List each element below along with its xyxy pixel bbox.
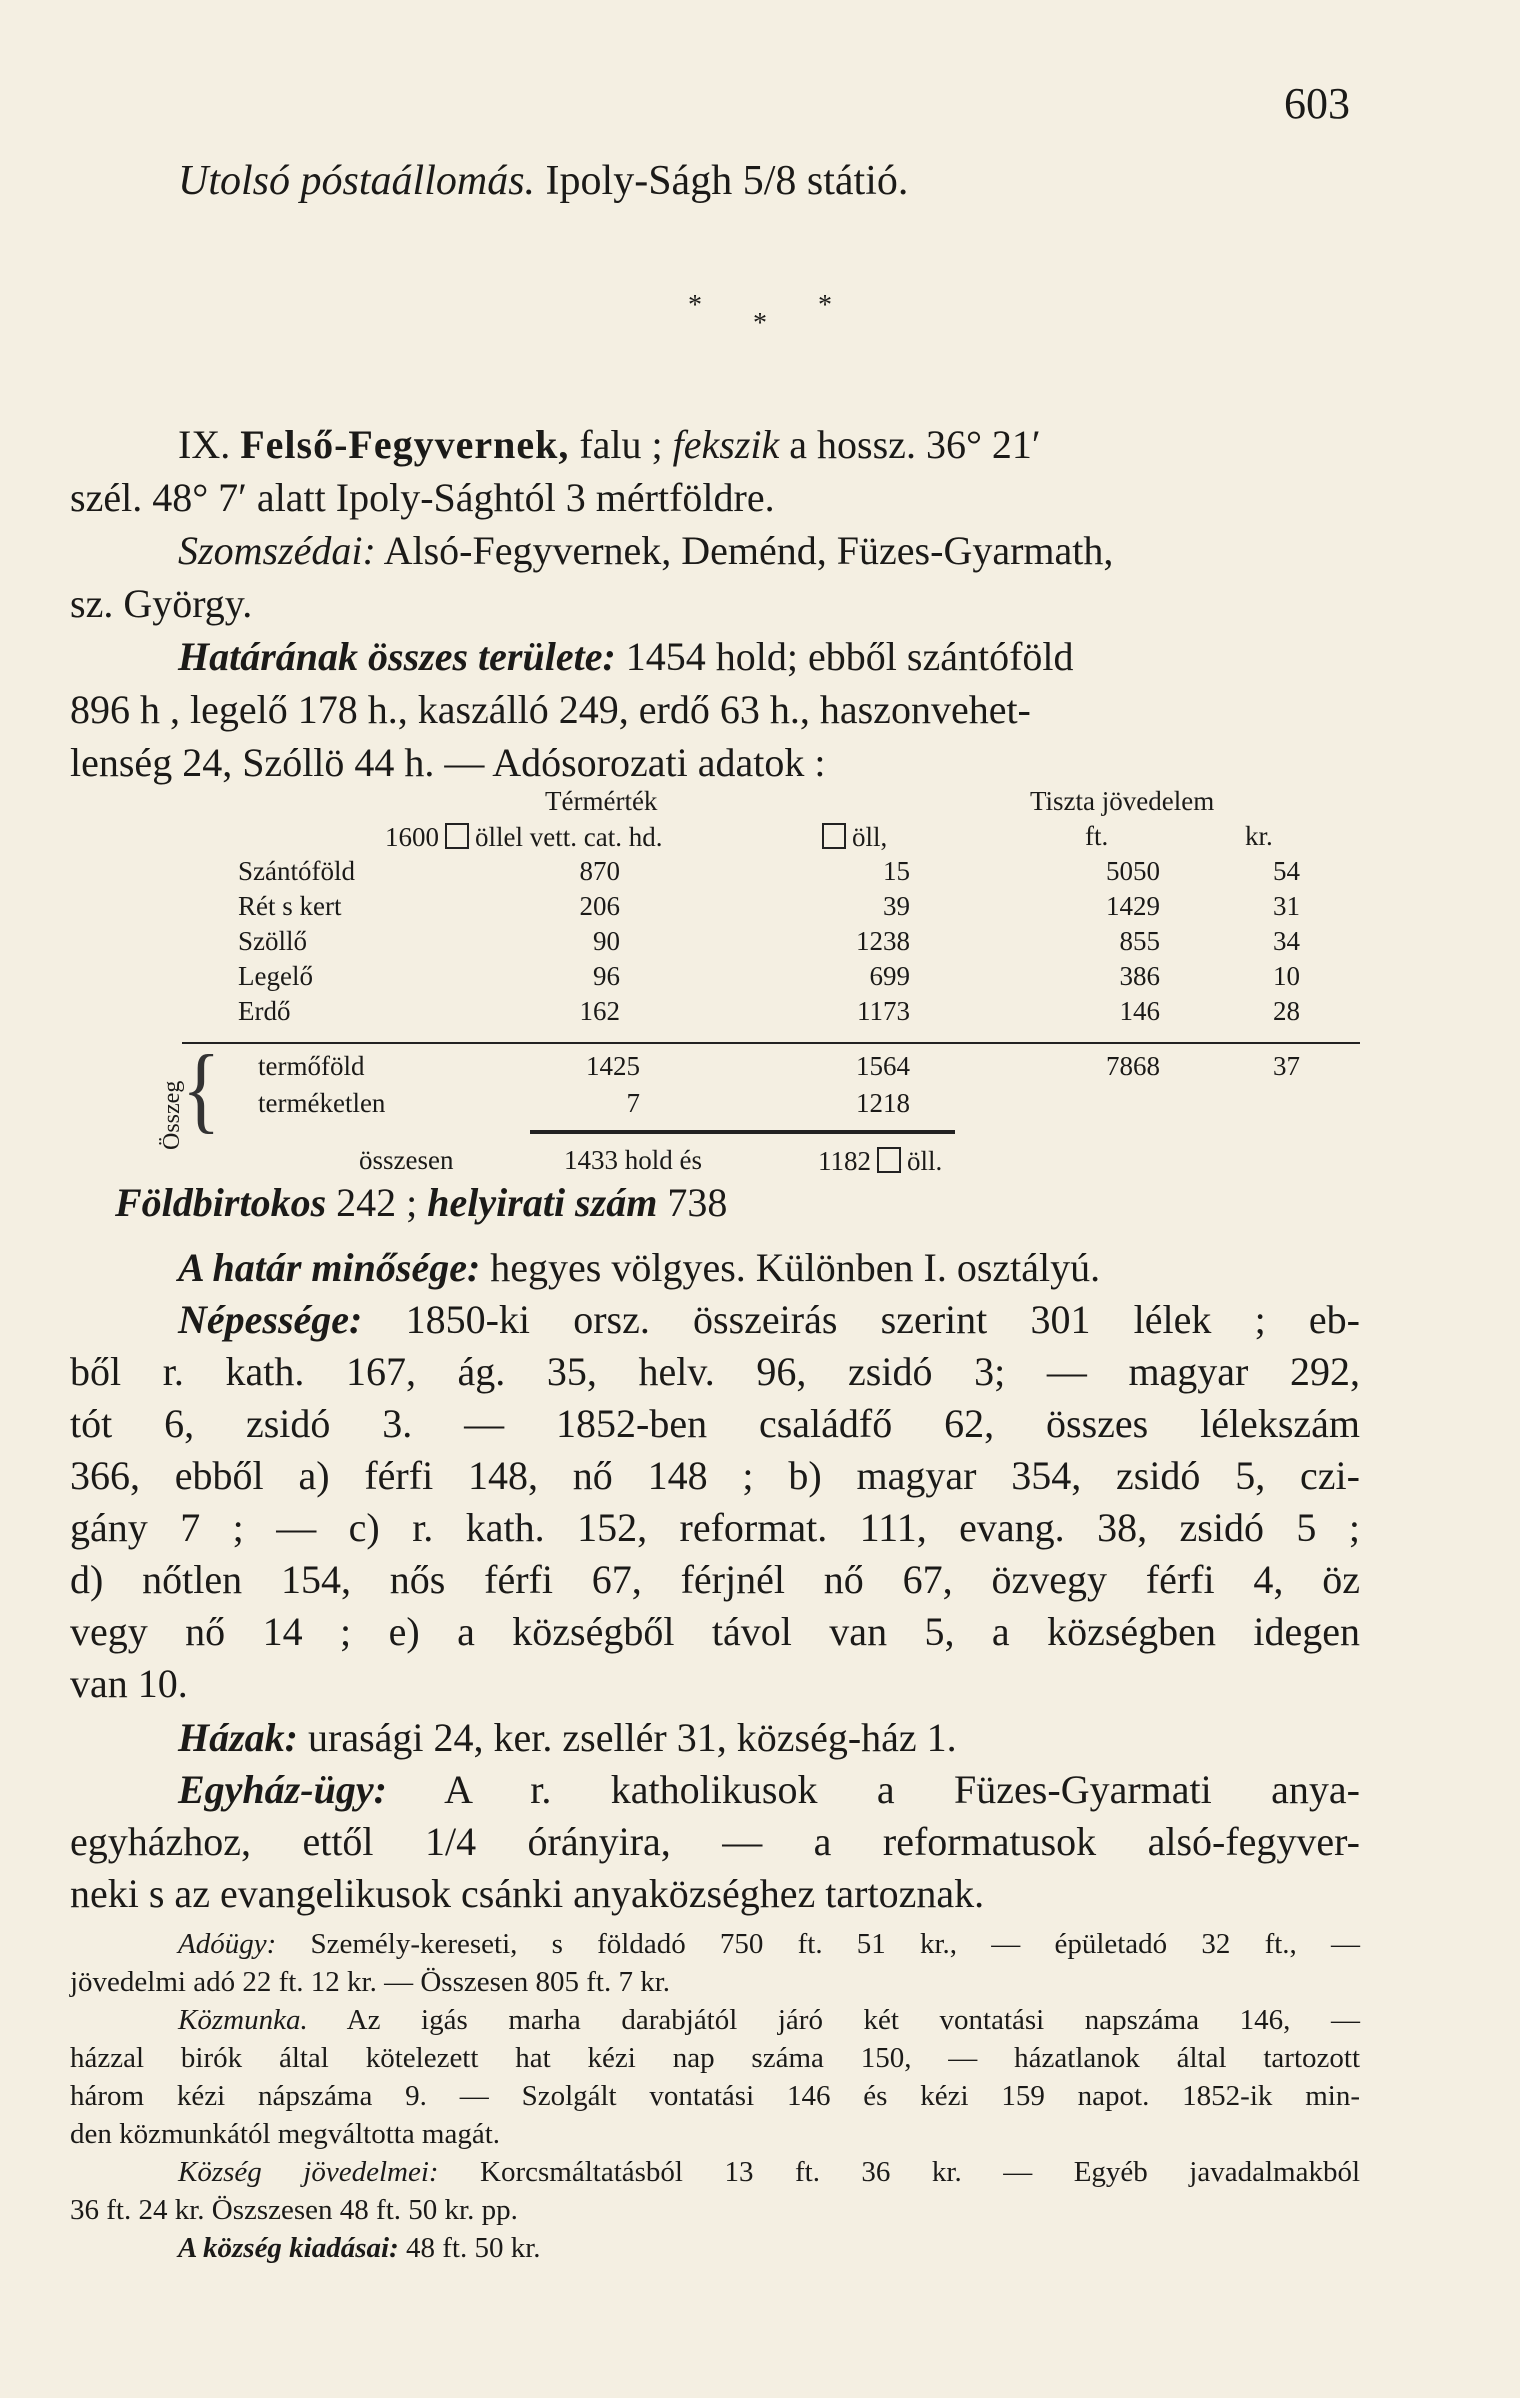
table-head-jovedelem: Tiszta jövedelem xyxy=(1030,786,1215,816)
church-label: Egyház-ügy: xyxy=(178,1767,387,1812)
table-cell-ft: 386 xyxy=(1119,961,1160,991)
table-cell-name: Legelő xyxy=(238,961,313,991)
star: * xyxy=(688,290,702,321)
income-line xyxy=(178,2158,1360,2187)
star: * xyxy=(753,308,767,339)
income-text: Korcsmáltatásból 13 ft. 36 kr. — Egyéb javadalmakból xyxy=(480,2156,1361,2188)
table-cell-hd: 96 xyxy=(593,961,620,991)
area-line xyxy=(178,634,1360,679)
expenses-label: A község kiadásai: xyxy=(178,2232,399,2264)
church-line xyxy=(178,1767,1361,1812)
table-head-row2 xyxy=(385,823,662,851)
table-cell-oll: 15 xyxy=(883,856,910,886)
text-line: van 10. xyxy=(70,1661,188,1706)
head-1600: 1600 xyxy=(385,822,439,852)
post-tail: státió. xyxy=(806,158,909,204)
table-cell-oll: 1238 xyxy=(856,926,910,956)
table-cell-kr: 31 xyxy=(1273,891,1300,921)
table-rule xyxy=(182,1042,1360,1044)
sum-cell-hd: 1425 xyxy=(586,1051,640,1081)
houses-label: Házak: xyxy=(178,1715,298,1760)
hsz-label: helyirati szám xyxy=(427,1180,658,1225)
table-cell-name: Szöllő xyxy=(238,926,308,956)
quality-label: A határ minősége: xyxy=(178,1245,481,1290)
church-text: A r. katholikusok a Füzes-Gyarmati anya- xyxy=(444,1767,1361,1812)
table-cell-ft: 855 xyxy=(1119,926,1160,956)
total-oll-value: 1182 xyxy=(818,1146,871,1176)
population-line xyxy=(178,1297,1360,1342)
text-line: d) nőtlen 154, nős férfi 67, férjnél nő 67, özvegy férfi 4, öz xyxy=(70,1557,1360,1602)
heading-italic: fekszik xyxy=(672,422,780,467)
sum-cell-name: terméketlen xyxy=(258,1088,386,1118)
section-stars xyxy=(0,290,1520,339)
neighbors-line xyxy=(178,528,1360,573)
table-cell-oll: 39 xyxy=(883,891,910,921)
text-line: neki s az evangelikusok csánki anyaközséghez tartoznak. xyxy=(70,1871,985,1916)
small-line: házzal birók által kötelezett hat kézi nap száma 150, — házatlanok által tartozott xyxy=(70,2042,1360,2074)
star: * xyxy=(818,290,832,321)
text-line: 896 h , legelő 178 h., kaszálló 249, erdő 63 h., haszonvehet- xyxy=(70,687,1031,732)
table-cell-hd: 90 xyxy=(593,926,620,956)
quality-text: hegyes völgyes. Különben I. osztályú. xyxy=(490,1245,1101,1290)
tax-line xyxy=(178,1930,1360,1959)
sum-cell-ft: 7868 xyxy=(1106,1051,1160,1081)
table-cell-name: Szántóföld xyxy=(238,856,355,886)
expenses-text: 48 ft. 50 kr. xyxy=(406,2232,541,2264)
table-cell-kr: 54 xyxy=(1273,856,1300,886)
heading-rest: falu ; xyxy=(579,422,663,467)
side-label: Összeg xyxy=(159,1080,185,1150)
total-hd: 1433 hold és xyxy=(564,1145,702,1175)
post-place: Ipoly-Ságh xyxy=(545,158,733,204)
income-label: Község jövedelmei: xyxy=(178,2156,439,2188)
head-oll-text: öll, xyxy=(852,822,888,852)
table-cell-name: Rét s kert xyxy=(238,891,342,921)
post-line xyxy=(178,160,1468,202)
neighbors-text: Alsó-Fegyvernek, Deménd, Füzes-Gyarmath, xyxy=(383,528,1114,573)
sum-cell-hd: 7 xyxy=(626,1088,640,1118)
total-oll xyxy=(818,1147,942,1175)
sum-rule xyxy=(530,1130,955,1134)
brace-symbol: { xyxy=(182,1037,221,1143)
small-line: den közmunkától megváltotta magát. xyxy=(70,2118,501,2150)
square-symbol xyxy=(822,823,846,849)
head-ft: ft. xyxy=(1085,821,1109,851)
fb-value: 242 ; xyxy=(336,1180,418,1225)
expenses-line xyxy=(178,2234,1360,2263)
text-line: 366, ebből a) férfi 148, nő 148 ; b) magyar 354, zsidó 5, czi- xyxy=(70,1453,1360,1498)
text-line: vegy nő 14 ; e) a községből távol van 5, a községben idegen xyxy=(70,1609,1360,1654)
table-cell-kr: 34 xyxy=(1273,926,1300,956)
head-kr: kr. xyxy=(1245,821,1273,851)
area-label: Határának összes területe: xyxy=(178,634,616,679)
square-symbol xyxy=(445,823,469,849)
table-cell-ft: 1429 xyxy=(1106,891,1160,921)
sum-cell-name: termőföld xyxy=(258,1051,365,1081)
village-name: Felső-Fegyvernek, xyxy=(240,422,570,467)
table-cell-hd: 162 xyxy=(579,996,620,1026)
fb-label: Földbirtokos xyxy=(115,1180,327,1225)
table-cell-ft: 5050 xyxy=(1106,856,1160,886)
text-line: tót 6, zsidó 3. — 1852-ben családfő 62, összes lélekszám xyxy=(70,1401,1360,1446)
text-line: ből r. kath. 167, ág. 35, helv. 96, zsidó 3; — magyar 292, xyxy=(70,1349,1360,1394)
post-fraction: 5/8 xyxy=(742,158,797,204)
table-head-termertek: Térmérték xyxy=(545,786,658,816)
post-label: Utolsó póstaállomás. xyxy=(178,158,536,204)
page-number: 603 xyxy=(1284,79,1350,128)
head-hd: öllel vett. cat. hd. xyxy=(475,822,663,852)
quality-line xyxy=(178,1245,1360,1290)
neighbors-label: Szomszédai: xyxy=(178,528,376,573)
sum-cell-oll: 1218 xyxy=(856,1088,910,1118)
labor-line xyxy=(178,2006,1360,2035)
landowner-line xyxy=(115,1180,1360,1225)
sum-cell-oll: 1564 xyxy=(856,1051,910,1081)
square-symbol xyxy=(877,1147,901,1173)
total-unit: öll. xyxy=(907,1146,943,1176)
population-label: Népessége: xyxy=(178,1297,363,1342)
area-text: 1454 hold; ebből szántóföld xyxy=(625,634,1074,679)
small-line: jövedelmi adó 22 ft. 12 kr. — Összesen 805 ft. 7 kr. xyxy=(70,1966,671,1998)
table-cell-name: Erdő xyxy=(238,996,291,1026)
table-cell-kr: 10 xyxy=(1273,961,1300,991)
labor-label: Közmunka. xyxy=(178,2004,308,2036)
total-label: összesen xyxy=(359,1145,454,1175)
heading-tail: a hossz. 36° 21′ xyxy=(789,422,1041,467)
heading-num: IX. xyxy=(178,422,231,467)
labor-text: Az igás marha darabjától járó két vontatási napszáma 146, — xyxy=(346,2004,1360,2036)
text-line: sz. György. xyxy=(70,581,253,626)
table-cell-kr: 28 xyxy=(1273,996,1300,1026)
population-text: 1850-ki orsz. összeirás szerint 301 lélek ; eb- xyxy=(405,1297,1360,1342)
houses-text: urasági 24, ker. zsellér 31, község-ház 1. xyxy=(308,1715,957,1760)
heading-line xyxy=(178,422,1360,467)
text-line: szél. 48° 7′ alatt Ipoly-Sághtól 3 mértföldre. xyxy=(70,475,775,520)
hsz-value: 738 xyxy=(667,1180,728,1225)
table-cell-oll: 1173 xyxy=(857,996,910,1026)
tax-text: Személy-kereseti, s földadó 750 ft. 51 kr., — épületadó 32 ft., — xyxy=(310,1928,1361,1960)
small-line: 36 ft. 24 kr. Öszszesen 48 ft. 50 kr. pp. xyxy=(70,2194,518,2226)
table-cell-hd: 206 xyxy=(579,891,620,921)
tax-label: Adóügy: xyxy=(178,1928,277,1960)
table-cell-ft: 146 xyxy=(1119,996,1160,1026)
head-oll xyxy=(816,823,887,851)
text-line: lenség 24, Szóllö 44 h. — Adósorozati adatok : xyxy=(70,740,826,785)
table-cell-hd: 870 xyxy=(579,856,620,886)
small-line: három kézi nápszáma 9. — Szolgált vontatási 146 és kézi 159 napot. 1852-ik min- xyxy=(70,2080,1360,2112)
text-line: egyházhoz, ettől 1/4 órányira, — a reformatusok alsó-fegyver- xyxy=(70,1819,1360,1864)
houses-line xyxy=(178,1715,1360,1760)
sum-cell-kr: 37 xyxy=(1273,1051,1300,1081)
text-line: gány 7 ; — c) r. kath. 152, reformat. 111, evang. 38, zsidó 5 ; xyxy=(70,1505,1360,1550)
table-cell-oll: 699 xyxy=(869,961,910,991)
